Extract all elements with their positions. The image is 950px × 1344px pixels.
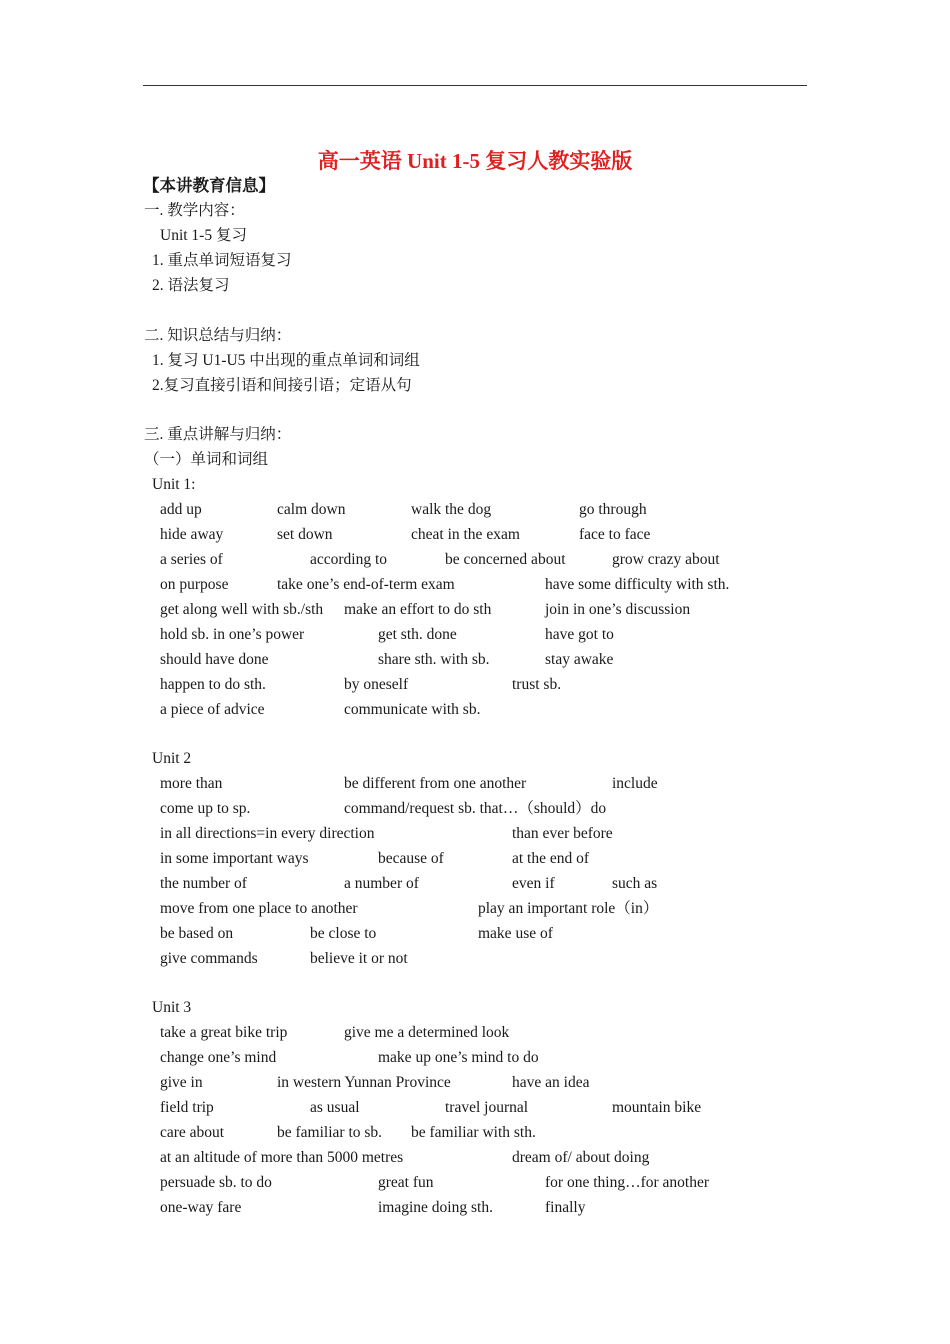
phrase: make an effort to do sth <box>344 601 492 618</box>
phrase: at an altitude of more than 5000 metres <box>160 1149 404 1166</box>
phrase: play an important role（in） <box>478 900 659 917</box>
phrase: a series of <box>160 551 223 568</box>
phrase: imagine doing sth. <box>378 1199 493 1216</box>
phrase: calm down <box>277 501 346 518</box>
phrase: field trip <box>160 1099 214 1116</box>
phrase: by oneself <box>344 676 409 693</box>
phrase: persuade sb. to do <box>160 1174 272 1191</box>
phrase: stay awake <box>545 651 614 668</box>
phrase: move from one place to another <box>160 900 358 917</box>
phrase: take a great bike trip <box>160 1024 288 1041</box>
phrase: be different from one another <box>344 775 527 792</box>
phrase: get along well with sb./sth <box>160 601 324 618</box>
phrase: have an idea <box>512 1074 590 1091</box>
phrase: for one thing…for another <box>545 1174 709 1191</box>
part2-heading: 二. 知识总结与归纳： <box>144 327 292 344</box>
phrase: make up one’s mind to do <box>378 1049 539 1066</box>
phrase: as usual <box>310 1099 360 1116</box>
phrase: hold sb. in one’s power <box>160 626 305 643</box>
phrase: cheat in the exam <box>411 526 520 543</box>
phrase: such as <box>612 875 658 892</box>
phrase: on purpose <box>160 576 229 593</box>
phrase: share sth. with sb. <box>378 651 490 668</box>
phrase: grow crazy about <box>612 551 720 568</box>
phrase: come up to sp. <box>160 800 251 817</box>
phrase: make use of <box>478 925 553 942</box>
phrase: be close to <box>310 925 377 942</box>
phrase: travel journal <box>445 1099 529 1116</box>
phrase: add up <box>160 501 202 518</box>
unit1-label: Unit 1: <box>152 476 196 493</box>
phrase: dream of/ about doing <box>512 1149 650 1166</box>
part1-heading: 一. 教学内容： <box>144 202 245 219</box>
unit2-label: Unit 2 <box>152 750 192 767</box>
part3-sub: （一）单词和词组 <box>144 451 269 468</box>
phrase: be familiar with sth. <box>411 1124 536 1141</box>
unit3-label: Unit 3 <box>152 999 192 1016</box>
phrase: give in <box>160 1074 203 1091</box>
part2-item: 2.复习直接引语和间接引语；定语从句 <box>152 377 412 394</box>
part1-item: 1. 重点单词短语复习 <box>152 252 292 269</box>
phrase: command/request sb. that…（should）do <box>344 800 607 817</box>
phrase: one-way fare <box>160 1199 242 1216</box>
phrase: a piece of advice <box>160 701 265 718</box>
phrase: according to <box>310 551 388 568</box>
phrase: at the end of <box>512 850 590 867</box>
part2-item: 1. 复习 U1-U5 中出现的重点单词和词组 <box>152 352 420 369</box>
phrase: hide away <box>160 526 224 543</box>
phrase: more than <box>160 775 223 792</box>
phrase: in all directions=in every direction <box>160 825 375 842</box>
phrase: go through <box>579 501 647 518</box>
phrase: should have done <box>160 651 269 668</box>
phrase: set down <box>277 526 333 543</box>
phrase: the number of <box>160 875 247 892</box>
phrase: give me a determined look <box>344 1024 510 1041</box>
phrase: believe it or not <box>310 950 408 967</box>
phrase: trust sb. <box>512 676 562 693</box>
phrase: because of <box>378 850 444 867</box>
phrase: have some difficulty with sth. <box>545 576 730 593</box>
phrase: have got to <box>545 626 614 643</box>
phrase: happen to do sth. <box>160 676 266 693</box>
phrase: take one’s end-of-term exam <box>277 576 455 593</box>
part1-sub: Unit 1-5 复习 <box>160 227 247 244</box>
phrase: join in one’s discussion <box>545 601 691 618</box>
phrase: a number of <box>344 875 419 892</box>
phrase: change one’s mind <box>160 1049 277 1066</box>
phrase: care about <box>160 1124 225 1141</box>
part1-item: 2. 语法复习 <box>152 277 230 294</box>
phrase: than ever before <box>512 825 613 842</box>
phrase: be based on <box>160 925 234 942</box>
phrase: be familiar to sb. <box>277 1124 383 1141</box>
phrase: walk the dog <box>411 501 492 518</box>
phrase: get sth. done <box>378 626 457 643</box>
document-title: 高一英语 Unit 1-5 复习人教实验版 <box>317 149 633 173</box>
phrase: in western Yunnan Province <box>277 1074 451 1091</box>
part3-heading: 三. 重点讲解与归纳： <box>144 426 292 443</box>
phrase: communicate with sb. <box>344 701 481 718</box>
phrase: even if <box>512 875 555 892</box>
phrase: give commands <box>160 950 258 967</box>
phrase: mountain bike <box>612 1099 702 1116</box>
phrase: be concerned about <box>445 551 566 568</box>
phrase: include <box>612 775 658 792</box>
phrase: in some important ways <box>160 850 309 867</box>
header-rule <box>143 85 807 86</box>
section-header: 【本讲教育信息】 <box>143 176 275 195</box>
phrase: face to face <box>579 526 651 543</box>
phrase: finally <box>545 1199 586 1216</box>
phrase: great fun <box>378 1174 434 1191</box>
